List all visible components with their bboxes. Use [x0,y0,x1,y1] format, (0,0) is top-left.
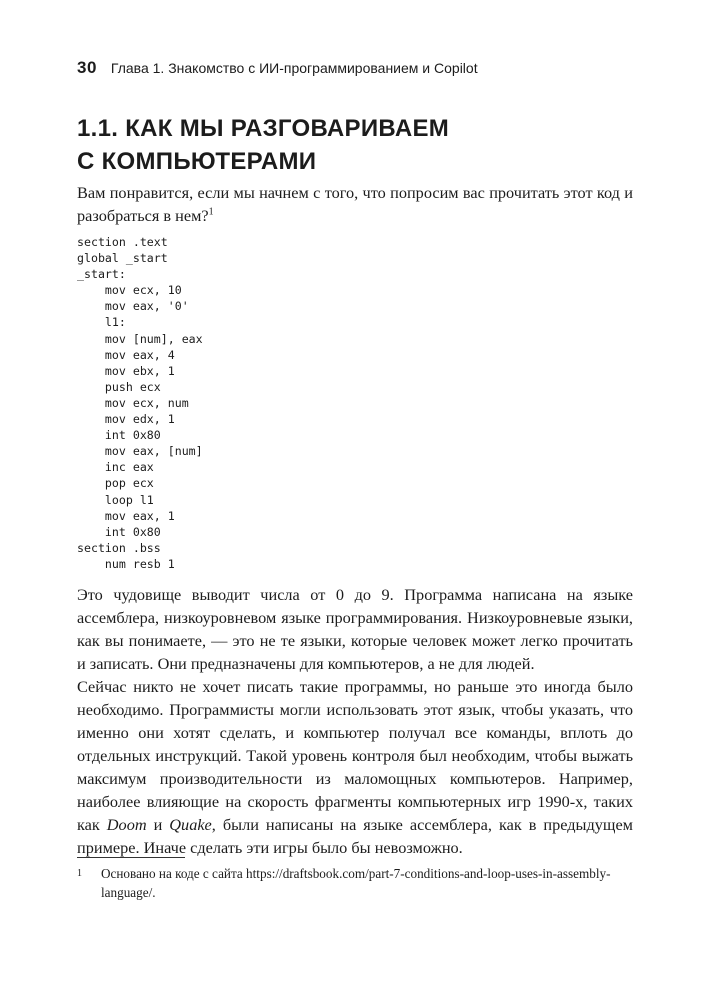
intro-text: Вам понравится, если мы начнем с того, что попросим вас прочитать этот код и разобраться в нем? [77,183,633,225]
history-text-part2: , были написаны на языке ассемблера, как в предыдущем примере. Иначе сделать эти игры было бы невозможно. [77,815,633,857]
conjunction-text: и [146,815,170,834]
footnote [77,864,633,902]
paragraph-assembly-explanation: Это чудовище выводит числа от 0 до 9. Программа написана на языке ассемблера, низкоуровневом языке программирования. Низкоуровневые языки, как вы понимаете, — это не те языки, которые человек может легко прочитать и записать. Они предназначены для компьютеров, а не для людей. [77,585,633,673]
page-number: 30 [77,58,97,77]
assembly-code-listing: section .text global _start _start: mov ecx, 10 mov eax, '0' l1: mov [num], eax mov eax, 4 mov ebx, 1 push ecx mov ecx, num mov edx, 1 int 0x80 mov eax, [num] inc eax pop ecx loop l1 mov eax, 1 int 0x80 section .bss num resb 1 [77,235,203,571]
paragraph-history [77,675,633,859]
game-title-doom: Doom [106,815,147,834]
game-title-quake: Quake [169,815,212,834]
section-title-line-2: С КОМПЬЮТЕРАМИ [77,148,317,175]
section-title-line-1: 1.1. КАК МЫ РАЗГОВАРИВАЕМ [77,115,450,142]
footnote-reference[interactable]: 1 [208,206,214,218]
intro-paragraph [77,181,633,227]
history-text-part1: Сейчас никто не хочет писать такие программы, но раньше это иногда было необходимо. Программисты могли использовать этот язык, чтобы указать, что именно они хотят сделать, и компьютер получал все команды, вплоть до отдельных инструкций. Такой уровень контроля был необходим, чтобы выжать максимум производительности из маломощных компьютеров. Например, наиболее влияющие на скорость фрагменты компьютерных игр 1990-х, таких как [77,677,633,834]
section-title [77,112,449,178]
footnote-marker: 1 [77,868,82,879]
page-header [77,58,478,78]
footnote-divider [77,857,185,858]
footnote-text: Основано на коде с сайта https://draftsbook.com/part-7-conditions-and-loop-uses-in-assembly-language/. [101,866,611,900]
running-title: Глава 1. Знакомство с ИИ-программированием и Copilot [110,60,478,76]
